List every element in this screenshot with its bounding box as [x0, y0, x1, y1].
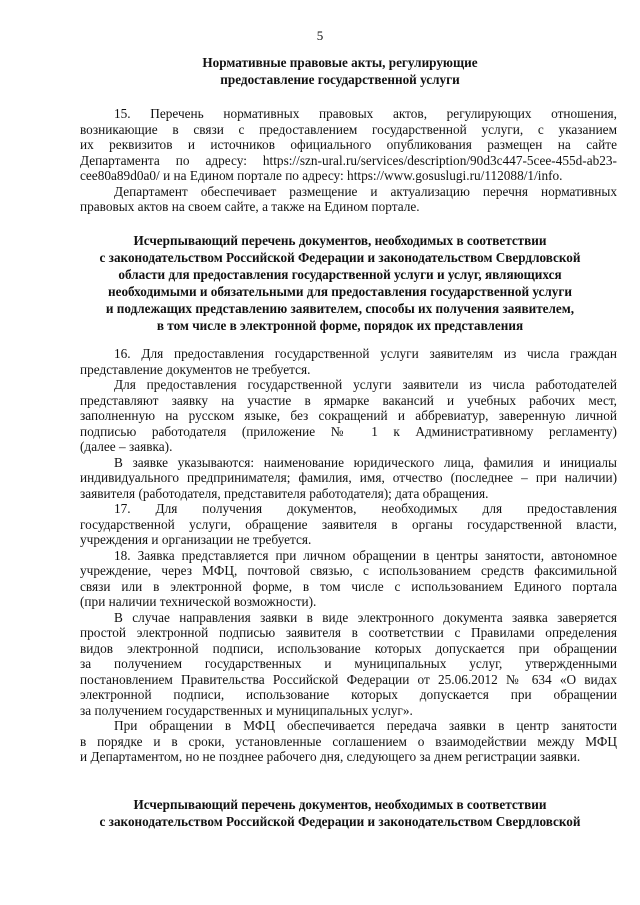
section-heading-legal-acts: Нормативные правовые акты, регулирующие предоставление государственной услуги [202, 55, 478, 87]
paragraph-16-18: 16. Для предоставления государственной услуги заявителям из числа граждан представление документов не требуется. Для предоставления государственной услуги заявители из числа работодателей представляют заявку на участие в ярмарке вакансий и учебных рабочих мест, заполненную на русском языке, без сокращений и аббревиатур, заверенную личной подписью работодателя (приложение № 1 к Административному регламенту) (далее – заявка). В заявке указываются: наименование юридического лица, фамилия и инициалы индивидуального предпринимателя; фамилия, имя, отчество (последнее – при наличии) заявителя (работодателя, представителя работодателя); дата обращения. 17. Для получения документов, необходимых для предоставления государственной услуги, обращение заявителя в органы государственной власти, учреждения и организации не требуется. 18. Заявка представляется при личном обращении в центры занятости, автономное учреждение, через МФЦ, почтовой связью, с использованием средств факсимильной связи или в электронной форме, в том числе с использованием Единого портала (при наличии технической возможности). В случае направления заявки в виде электронного документа заявка заверяется простой электронной подписью заявителя в соответствии с Правилами определения видов электронной подписи, использование которых допускается при обращении за получением государственных и муниципальных услуг, утвержденными постановлением Правительства Российской Федерации от 25.06.2012 № 634 «О видах электронной подписи, использование которых допускается при обращении за получением государственных и муниципальных услуг». При обращении в МФЦ обеспечивается передача заявки в центр занятости в порядке и в сроки, установленные соглашением о взаимодействии между МФЦ и Департаментом, но не позднее рабочего дня, следующего за днем регистрации заявки. [80, 346, 617, 764]
page-number: 5 [316, 28, 324, 43]
section-heading-documents-continued: Исчерпывающий перечень документов, необходимых в соответствии с законодательством Российской Федерации и законодательством Свердловской [99, 797, 581, 829]
paragraph-15: 15. Перечень нормативных правовых актов, регулирующих отношения, возникающие в связи с предоставлением государственной услуги, с указанием их реквизитов и источников официального опубликования размещен на сайте Департамента по адресу: https://szn-ural.ru/services/description/90d3c447-5cee-455d-ab23- cee80a89d0a0/ и на Едином портале по адресу: https://www.gosuslugi.ru/112088/1/info. Департамент обеспечивает размещение и актуализацию перечня нормативных правовых актов на своем сайте, а также на Едином портале. [80, 106, 617, 214]
section-heading-documents: Исчерпывающий перечень документов, необходимых в соответствии с законодательством Российской Федерации и законодательством Свердловской области для предоставления государственной услуги и услуг, являющихся необходимыми и обязательными для предоставления государственной услуги и подлежащих представлению заявителем, способы их получения заявителем, в том числе в электронной форме, порядок их представления [99, 233, 581, 333]
